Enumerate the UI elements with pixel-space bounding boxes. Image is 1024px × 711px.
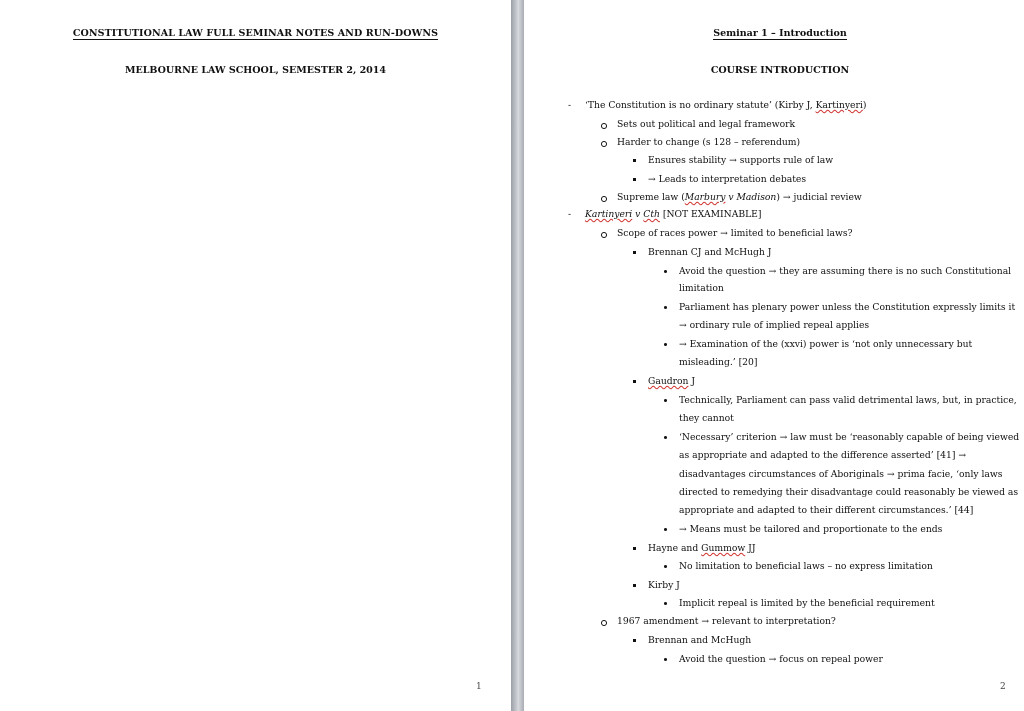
note-line: Ensures stability → supports rule of law (648, 155, 834, 166)
note-line: Implicit repeal is limited by the beneficial requirement (679, 598, 935, 609)
circle-bullet-icon (601, 196, 607, 202)
note-line: appropriate and adapted to their different circumstances.’ [44] (679, 505, 974, 516)
dot-bullet-icon (664, 658, 667, 661)
note-line: Harder to change (s 128 – referendum) (617, 137, 801, 148)
note-line: Avoid the question → they are assuming there is no such Constitutional (679, 266, 1012, 277)
square-bullet-icon (633, 251, 636, 254)
note-line: limitation (679, 283, 724, 294)
square-bullet-icon (633, 380, 636, 383)
note-line: Brennan CJ and McHugh J (648, 247, 772, 258)
note-line: disadvantages circumstances of Aboriginals → prima facie, ‘only laws (679, 469, 1003, 480)
note-line: as appropriate and adapted to the difference asserted’ [41] → (679, 450, 967, 461)
note-line: 1967 amendment → relevant to interpretation? (617, 616, 836, 627)
dash-bullet: - (568, 101, 572, 111)
note-line: → Means must be tailored and proportionate to the ends (679, 524, 943, 535)
note-line: → Leads to interpretation debates (648, 174, 807, 185)
dot-bullet-icon (664, 602, 667, 605)
square-bullet-icon (633, 639, 636, 642)
note-line: ‘Necessary’ criterion → law must be ‘reasonably capable of being viewed (679, 432, 1020, 443)
dash-bullet: - (568, 210, 572, 220)
note-line: → Examination of the (xxvi) power is ‘not only unnecessary but (679, 339, 973, 350)
circle-bullet-icon (601, 141, 607, 147)
dot-bullet-icon (664, 399, 667, 402)
note-line: Scope of races power → limited to beneficial laws? (617, 228, 853, 239)
dot-bullet-icon (664, 343, 667, 346)
note-line: Supreme law (Marbury v Madison) → judicial review (617, 192, 862, 203)
square-bullet-icon (633, 159, 636, 162)
note-line: directed to remedying their disadvantage could reasonably be viewed as (679, 487, 1019, 498)
page-number-2: 2 (1000, 682, 1006, 692)
note-line: ‘The Constitution is no ordinary statute’ (Kirby J, Kartinyeri) (585, 100, 867, 111)
circle-bullet-icon (601, 123, 607, 129)
square-bullet-icon (633, 584, 636, 587)
note-line: Sets out political and legal framework (617, 119, 796, 130)
dot-bullet-icon (664, 565, 667, 568)
document-subtitle: MELBOURNE LAW SCHOOL, SEMESTER 2, 2014 (124, 65, 387, 76)
note-line: No limitation to beneficial laws – no express limitation (679, 561, 933, 572)
page-1 (0, 0, 511, 711)
page-number-1: 1 (476, 682, 482, 692)
note-line: Gaudron J (648, 376, 696, 387)
note-line: they cannot (679, 413, 734, 424)
circle-bullet-icon (601, 232, 607, 238)
note-line: Kartinyeri v Cth [NOT EXAMINABLE] (585, 209, 762, 220)
note-line: Parliament has plenary power unless the Constitution expressly limits it (679, 302, 1016, 313)
seminar-heading: Seminar 1 – Introduction (713, 28, 847, 39)
note-line: Technically, Parliament can pass valid detrimental laws, but, in practice, (679, 395, 1017, 406)
dot-bullet-icon (664, 270, 667, 273)
note-line: Hayne and Gummow JJ (648, 543, 756, 554)
dot-bullet-icon (664, 436, 667, 439)
square-bullet-icon (633, 178, 636, 181)
note-line: misleading.’ [20] (679, 357, 758, 368)
dot-bullet-icon (664, 528, 667, 531)
dot-bullet-icon (664, 306, 667, 309)
section-heading: COURSE INTRODUCTION (710, 65, 850, 76)
note-line: Avoid the question → focus on repeal power (679, 654, 883, 665)
circle-bullet-icon (601, 620, 607, 626)
page-gutter (511, 0, 524, 711)
square-bullet-icon (633, 547, 636, 550)
note-line: Kirby J (648, 580, 680, 591)
document-title: CONSTITUTIONAL LAW FULL SEMINAR NOTES AND RUN-DOWNS (72, 28, 439, 39)
note-line: → ordinary rule of implied repeal applies (679, 320, 870, 331)
note-line: Brennan and McHugh (648, 635, 752, 646)
